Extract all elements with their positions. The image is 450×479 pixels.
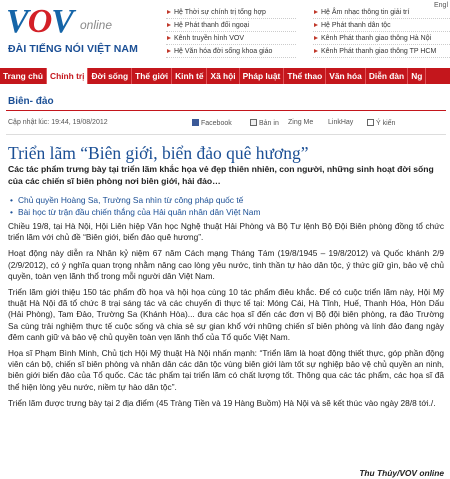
nav-item-home[interactable]: Trang chủ [0, 68, 47, 84]
main-nav [0, 68, 450, 84]
linkhay-share[interactable]: LinkHay [328, 119, 354, 126]
logo-subtitle: ĐÀI TIẾNG NÓI VIỆT NAM [8, 43, 138, 55]
zingme-share[interactable]: Zing Me [288, 119, 314, 126]
nav-item-sports[interactable]: Thể thao [284, 68, 326, 84]
related-link[interactable]: • Chủ quyền Hoàng Sa, Trường Sa nhìn từ công pháp quốc tế [10, 195, 440, 207]
nav-item-more[interactable]: Ng [408, 68, 426, 84]
article-body [8, 221, 444, 414]
article-paragraph: Chiều 19/8, tại Hà Nội, Hội Liên hiệp Văn học Nghệ thuật Hải Phòng và Bộ Tư lệnh Bộ Đội Biên phòng đồng tổ chức triển lãm với chủ đề “Biên giới, biển đảo quê hương”. [8, 221, 444, 243]
channel-link[interactable]: Hệ Âm nhạc thông tin giải trí [313, 6, 450, 19]
logo-mark: VOV [6, 3, 73, 40]
language-link[interactable]: Engl [433, 2, 448, 9]
article-meta-bar [6, 117, 446, 130]
updated-timestamp: Cập nhật lúc: 19:44, 19/08/2012 [8, 119, 108, 126]
channel-links-right [313, 6, 450, 58]
channel-link[interactable]: Kênh Phát thanh giao thông Hà Nội [313, 32, 450, 45]
logo-online-text: online [80, 18, 113, 32]
meta-divider [6, 134, 446, 135]
article-paragraph: Hoạt động này diễn ra Nhân kỷ niệm 67 năm Cách mạng Tháng Tám (19/8/1945 – 19/8/2012) và Quốc khánh 2/9 (2/9/2012), có ý nghĩa quan trọng nhằm nâng cao lòng yêu nước, tinh thần tự hào dân tộc, ý thức giữ gìn, bảo vệ chủ quyền, toàn vẹn lãnh thổ trong mỗi người dân Việt Nam. [8, 248, 444, 281]
article-title: Triển lãm “Biên giới, biển đảo quê hương” [8, 143, 309, 163]
related-link[interactable]: • Bài học từ trận đầu chiến thắng của Hải quân nhân dân Việt Nam [10, 207, 440, 219]
nav-item-society[interactable]: Xã hội [207, 68, 239, 84]
article-paragraph: Triển lãm giới thiệu 150 tác phẩm đồ họa và hội họa cùng 10 tác phẩm điêu khắc. Để có cuộc triển lãm này, Hội Mỹ thuật Hà Nội đã tổ chức 8 trại sáng tác và các chuyến đi thực tế tại: Móng Cái, Hà Tĩnh, Huế, Thanh Hóa, Hòn Dấu (Hải Phòng), Tam Đảo, Trường Sa (Khánh Hòa)... đưa các họa sĩ đến các đơn vị Bộ đội biên phòng, ra đảo Trường Sa cùng trải nghiệm thực tế cuộc sống và chia sẻ sự gian khổ với những chiến sĩ biên phòng và lính đảo đang ngày đêm canh giữ và bảo vệ chủ quyền toàn vẹn lãnh thổ của Tổ quốc Việt Nam. [8, 287, 444, 342]
channel-link[interactable]: Kênh Phát thanh giao thông TP HCM [313, 45, 450, 58]
article-lead: Các tác phẩm trưng bày tại triển lãm khắc họa vẻ đẹp thiên nhiên, con người, những sinh hoạt đời sống của các chiến sĩ biên phòng nơi biên giới, hải đảo… [8, 164, 434, 186]
facebook-share[interactable]: Facebook [192, 119, 232, 127]
related-links [10, 195, 440, 218]
feedback-link[interactable]: Ý kiến [367, 119, 395, 127]
channel-link[interactable]: Kênh truyền hình VOV [166, 32, 296, 45]
nav-item-politics[interactable]: Chính trị [47, 68, 88, 84]
nav-item-world[interactable]: Thế giới [132, 68, 172, 84]
site-header [0, 0, 450, 68]
nav-item-economy[interactable]: Kinh tế [172, 68, 207, 84]
article-author: Thu Thủy/VOV online [359, 468, 444, 478]
article-paragraph: Triển lãm được trưng bày tại 2 địa điểm (45 Tràng Tiền và 19 Hàng Buồm) Hà Nội và sẽ kết thúc vào ngày 28/8 tới./. [8, 397, 436, 408]
channel-link[interactable]: Hệ Văn hóa đời sống khoa giáo [166, 45, 296, 58]
channel-links-left [166, 6, 296, 58]
channel-link[interactable]: Hệ Phát thanh đối ngoại [166, 19, 296, 32]
section-divider [6, 110, 446, 111]
mail-icon [367, 119, 374, 126]
vov-logo[interactable] [6, 4, 146, 60]
channel-link[interactable]: Hệ Thời sự chính trị tổng hợp [166, 6, 296, 19]
article-paragraph: Họa sĩ Phạm Bình Minh, Chủ tịch Hội Mỹ thuật Hà Nội nhấn mạnh: “Triển lãm là hoạt động thiết thực, góp phần động viên cán bộ, chiến sĩ biên phòng và nhân dân các dân tộc vùng biên giới làm tốt sự nghiệp bảo vệ chủ quyền an ninh, biên giới biển đảo của Tổ quốc. Các tác phẩm tại triển lãm có chất lượng tốt. Thông qua các tác phẩm, các họa sĩ đã thể hiện lòng yêu nước, niềm tự hào dân tộc”. [8, 348, 444, 392]
facebook-icon [192, 119, 199, 126]
print-icon [250, 119, 257, 126]
nav-item-life[interactable]: Đời sống [88, 68, 132, 84]
channel-link[interactable]: Hệ Phát thanh dân tộc [313, 19, 450, 32]
nav-item-culture[interactable]: Văn hóa [326, 68, 366, 84]
section-title[interactable]: Biên- đảo [8, 96, 54, 107]
nav-item-forum[interactable]: Diễn đàn [366, 68, 408, 84]
nav-item-law[interactable]: Pháp luật [240, 68, 285, 84]
print-link[interactable]: Bản in [250, 119, 279, 127]
